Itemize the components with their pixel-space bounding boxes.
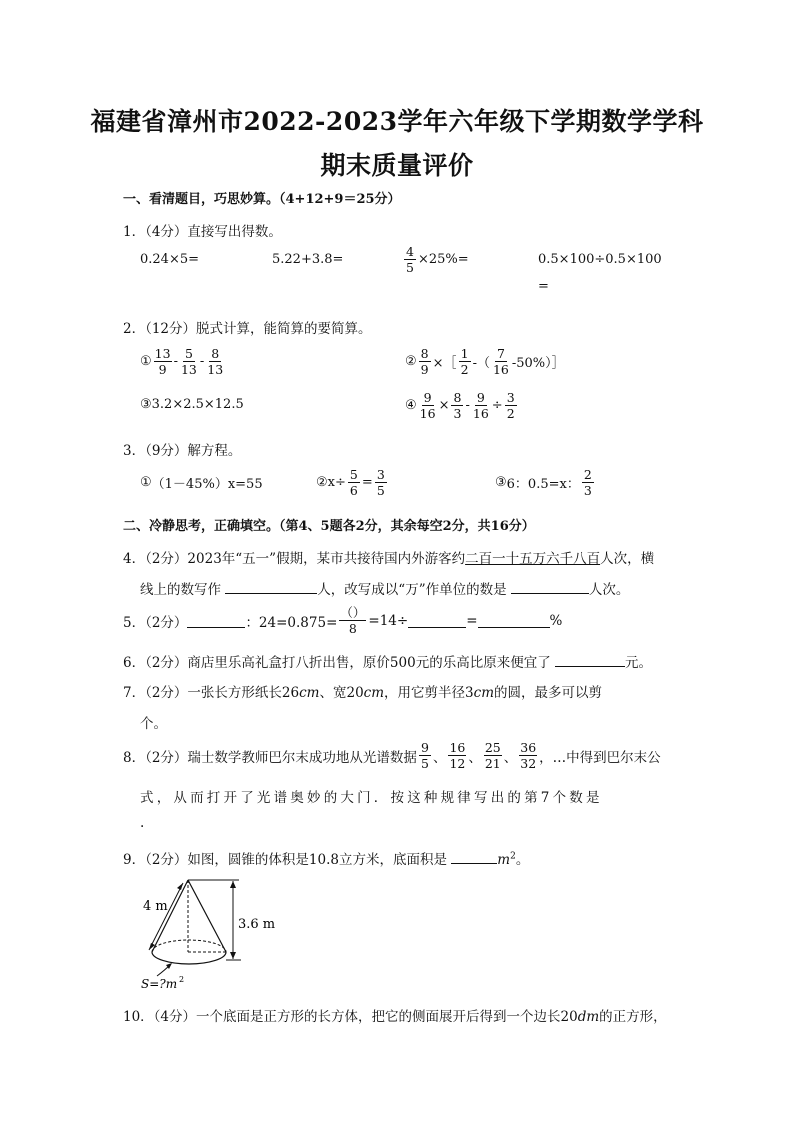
question-4-line-2: 线上的数写作 人，改写成以“万”作单位的数是 人次。 — [140, 578, 629, 598]
cone-base-back — [152, 940, 226, 952]
question-8: 8．（2分）瑞士数学教师巴尔末成功地从光谱数据 $\frac{9}{5}$ 、 $\frac{16}{12}$ 、 $\frac{25}{21}$ 、 $\frac{36}{32}$ ，…中得到巴尔末公 — [123, 740, 661, 771]
q1-expr-2: 5.22+3.8= — [272, 252, 344, 267]
question-8-line-2: 式，从而打开了光谱奥妙的大门．按这种规律写出的第7个数是 — [140, 790, 603, 806]
base-area-label: S=?m — [141, 977, 178, 991]
question-10: 10．（4分）一个底面是正方形的长方体，把它的侧面展开后得到一个边长20dm的正方形， — [123, 1009, 667, 1025]
answer-blank[interactable] — [555, 652, 625, 667]
q1-expr-3: $\frac{4}{5}$ ×25%= — [402, 244, 469, 275]
page-subtitle: 期末质量评价 — [320, 151, 474, 180]
slant-arrow — [149, 883, 183, 950]
section-2-heading: 二、冷静思考，正确填空。（第4、5题各2分，其余每空2分，共16分） — [123, 519, 535, 534]
q2-expr-d: ④ $\frac{9}{16}$ × $\frac{8}{3}$ - $\frac{9}{16}$ ÷ $\frac{3}{2}$ — [405, 390, 519, 421]
question-7: 7．（2分）一张长方形纸长26cm、宽20cm，用它剪半径3cm的圆，最多可以剪 — [123, 685, 603, 701]
cone-base-front — [152, 952, 226, 964]
answer-blank[interactable] — [451, 849, 497, 864]
q1-expr-1: 0.24×5= — [140, 252, 200, 267]
question-2: 2．（12分）脱式计算，能简算的要简算。 — [123, 321, 372, 337]
height-label: 3.6 m — [238, 917, 276, 932]
question-9: 9．（2分）如图，圆锥的体积是10.8立方米，底面积是 $m^2$。 — [123, 848, 529, 868]
page-title: 福建省漳州市2022-2023学年六年级下学期数学学科 — [90, 107, 704, 136]
question-1: 1．（4分）直接写出得数。 — [123, 224, 282, 240]
q2-expr-c: ③ 3.2×2.5×12.5 — [140, 397, 244, 412]
cone-figure — [135, 872, 285, 992]
q1-expr-4: 0.5×100÷0.5×100 — [538, 252, 662, 267]
q1-expr-4-eq: = — [538, 279, 549, 294]
q2-expr-b: ② $\frac{8}{9}$ ×［ $\frac{1}{2}$ -（ $\frac{7}{16}$ -50%）］ — [405, 346, 565, 377]
slant-label: 4 m — [143, 899, 168, 914]
section-1-heading: 一、看清题目，巧思妙算。（4+12+9＝25分） — [123, 192, 401, 207]
question-4: 4．（2分）2023年“五一”假期，某市共接待国内外游客约二百一十五万六千八百人次，横 — [123, 551, 655, 567]
question-7-line-2: 个。 — [140, 716, 167, 732]
base-area-sup: 2 — [179, 975, 185, 984]
fraction: $\frac{4}{5}$ — [404, 244, 416, 275]
cone-right-edge — [188, 880, 226, 952]
answer-blank[interactable] — [408, 613, 466, 628]
answer-blank[interactable] — [187, 613, 245, 628]
question-6: 6．（2分）商店里乐高礼盒打八折出售，原价500元的乐高比原来便宜了 元。 — [123, 651, 652, 671]
answer-blank[interactable] — [478, 613, 550, 628]
question-8-line-3: . — [140, 815, 145, 831]
answer-blank[interactable] — [225, 579, 317, 594]
answer-blank[interactable] — [511, 579, 589, 594]
q3-eq-b: ② x÷ $\frac{5}{6}$ = $\frac{3}{5}$ — [316, 467, 389, 498]
question-3: 3．（9分）解方程。 — [123, 443, 242, 459]
q3-eq-a: ① （1－45%）x=55 — [140, 475, 263, 492]
q3-eq-c: ③ 6：0.5=x： $\frac{2}{3}$ — [495, 467, 596, 498]
question-5: 5．（2分） ：24=0.875= $\frac{()}{8}$ =14÷ = % — [123, 605, 563, 636]
q2-expr-a: ① $\frac{13}{9}$ - $\frac{5}{13}$ - $\frac{8}{13}$ — [140, 346, 224, 377]
